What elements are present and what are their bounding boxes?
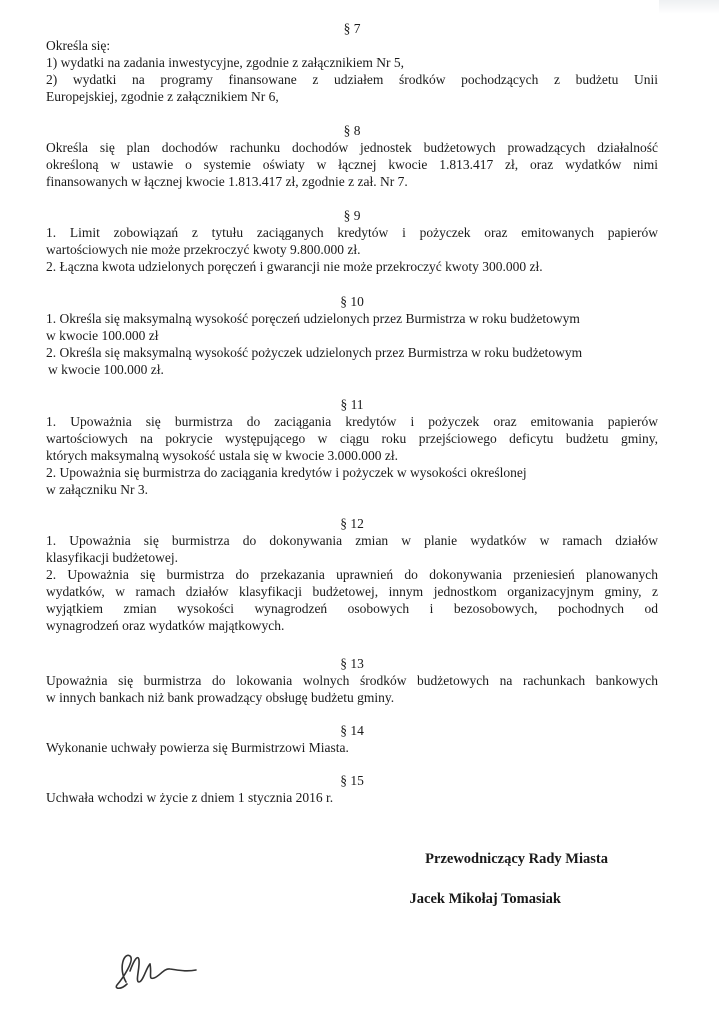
section-12 — [46, 515, 658, 634]
section-line: finansowanych w łącznej kwocie 1.813.417 zł, zgodnie z zał. Nr 7. — [46, 174, 408, 189]
section-heading: § 13 — [340, 656, 364, 671]
section-line: 1. Upoważnia się burmistrza do dokonywania zmian w planie wydatków w ramach działów — [46, 533, 658, 548]
scan-shadow — [659, 0, 719, 14]
section-heading: § 11 — [340, 397, 364, 412]
section-line: wartościowych na pokrycie występującego w ciągu roku przejściowego deficytu budżetu gminy, — [46, 431, 658, 446]
section-line: w kwocie 100.000 zł. — [48, 362, 164, 377]
section-line: 2) wydatki na programy finansowane z udziałem środków pochodzących z budżetu Unii — [46, 72, 658, 87]
section-heading: § 10 — [340, 294, 364, 309]
section-8 — [46, 122, 658, 190]
section-line: klasyfikacji budżetowej. — [46, 550, 178, 565]
section-line: 2. Łączna kwota udzielonych poręczeń i gwarancji nie może przekroczyć kwoty 300.000 zł. — [46, 259, 543, 274]
section-line: 2. Określa się maksymalną wysokość pożyczek udzielonych przez Burmistrza w roku budżetowym — [46, 345, 583, 360]
section-heading: § 9 — [343, 208, 361, 223]
section-line: wyjątkiem zmian wysokości wynagrodzeń osobowych i bezosobowych, pochodnych od — [46, 601, 658, 616]
section-13 — [46, 655, 658, 706]
section-line: Określa się plan dochodów rachunku dochodów jednostek budżetowych prowadzących działalność — [46, 140, 658, 155]
section-line: Wykonanie uchwały powierza się Burmistrzowi Miasta. — [46, 740, 349, 755]
section-heading: § 7 — [343, 21, 361, 36]
section-line: 1. Upoważnia się burmistrza do zaciągania kredytów i pożyczek oraz emitowania papierów — [46, 414, 658, 429]
section-15 — [46, 772, 658, 806]
signatory-title: Przewodniczący Rady Miasta — [425, 851, 608, 867]
section-line: Uchwała wchodzi w życie z dniem 1 stycznia 2016 r. — [46, 790, 334, 805]
handwritten-signature — [108, 938, 218, 998]
section-line: 1. Limit zobowiązań z tytułu zaciąganych kredytów i pożyczek oraz emitowanych papierów — [46, 225, 658, 240]
section-7 — [46, 20, 658, 105]
section-10 — [46, 293, 658, 378]
section-line: w kwocie 100.000 zł — [46, 328, 159, 343]
signatory-name: Jacek Mikołaj Tomasiak — [409, 891, 561, 907]
section-line: określoną w ustawie o systemie oświaty w łącznej kwocie 1.813.417 zł, oraz wydatków nimi — [46, 157, 658, 172]
section-heading: § 15 — [340, 773, 364, 788]
section-line: wydatków, w ramach działów klasyfikacji budżetowej, innym jednostkom organizacyjnym gminy, z — [46, 584, 658, 599]
section-line: Upoważnia się burmistrza do lokowania wolnych środków budżetowych na rachunkach bankowych — [46, 673, 658, 688]
section-11 — [46, 396, 658, 498]
section-line: wynagrodzeń oraz wydatków majątkowych. — [46, 618, 285, 633]
section-line: wartościowych nie może przekroczyć kwoty 9.800.000 zł. — [46, 242, 361, 257]
section-9 — [46, 207, 658, 275]
section-line: 2. Upoważnia się burmistrza do przekazania uprawnień do dokonywania przeniesień planowanych — [46, 567, 658, 582]
section-line: Określa się: — [46, 38, 111, 53]
section-line: w załączniku Nr 3. — [46, 482, 148, 497]
section-line: w innych bankach niż bank prowadzący obsługę budżetu gminy. — [46, 690, 395, 705]
section-line: których maksymalną wysokość ustala się w kwocie 3.000.000 zł. — [46, 448, 399, 463]
section-heading: § 14 — [340, 723, 364, 738]
section-heading: § 12 — [340, 516, 364, 531]
section-line: 2. Upoważnia się burmistrza do zaciągania kredytów i pożyczek w wysokości określonej — [46, 465, 527, 480]
section-line: 1. Określa się maksymalną wysokość poręczeń udzielonych przez Burmistrza w roku budżetowym — [46, 311, 580, 326]
section-heading: § 8 — [343, 123, 361, 138]
section-line: 1) wydatki na zadania inwestycyjne, zgodnie z załącznikiem Nr 5, — [46, 55, 404, 70]
section-line: Europejskiej, zgodnie z załącznikiem Nr 6, — [46, 89, 279, 104]
section-14 — [46, 722, 658, 756]
